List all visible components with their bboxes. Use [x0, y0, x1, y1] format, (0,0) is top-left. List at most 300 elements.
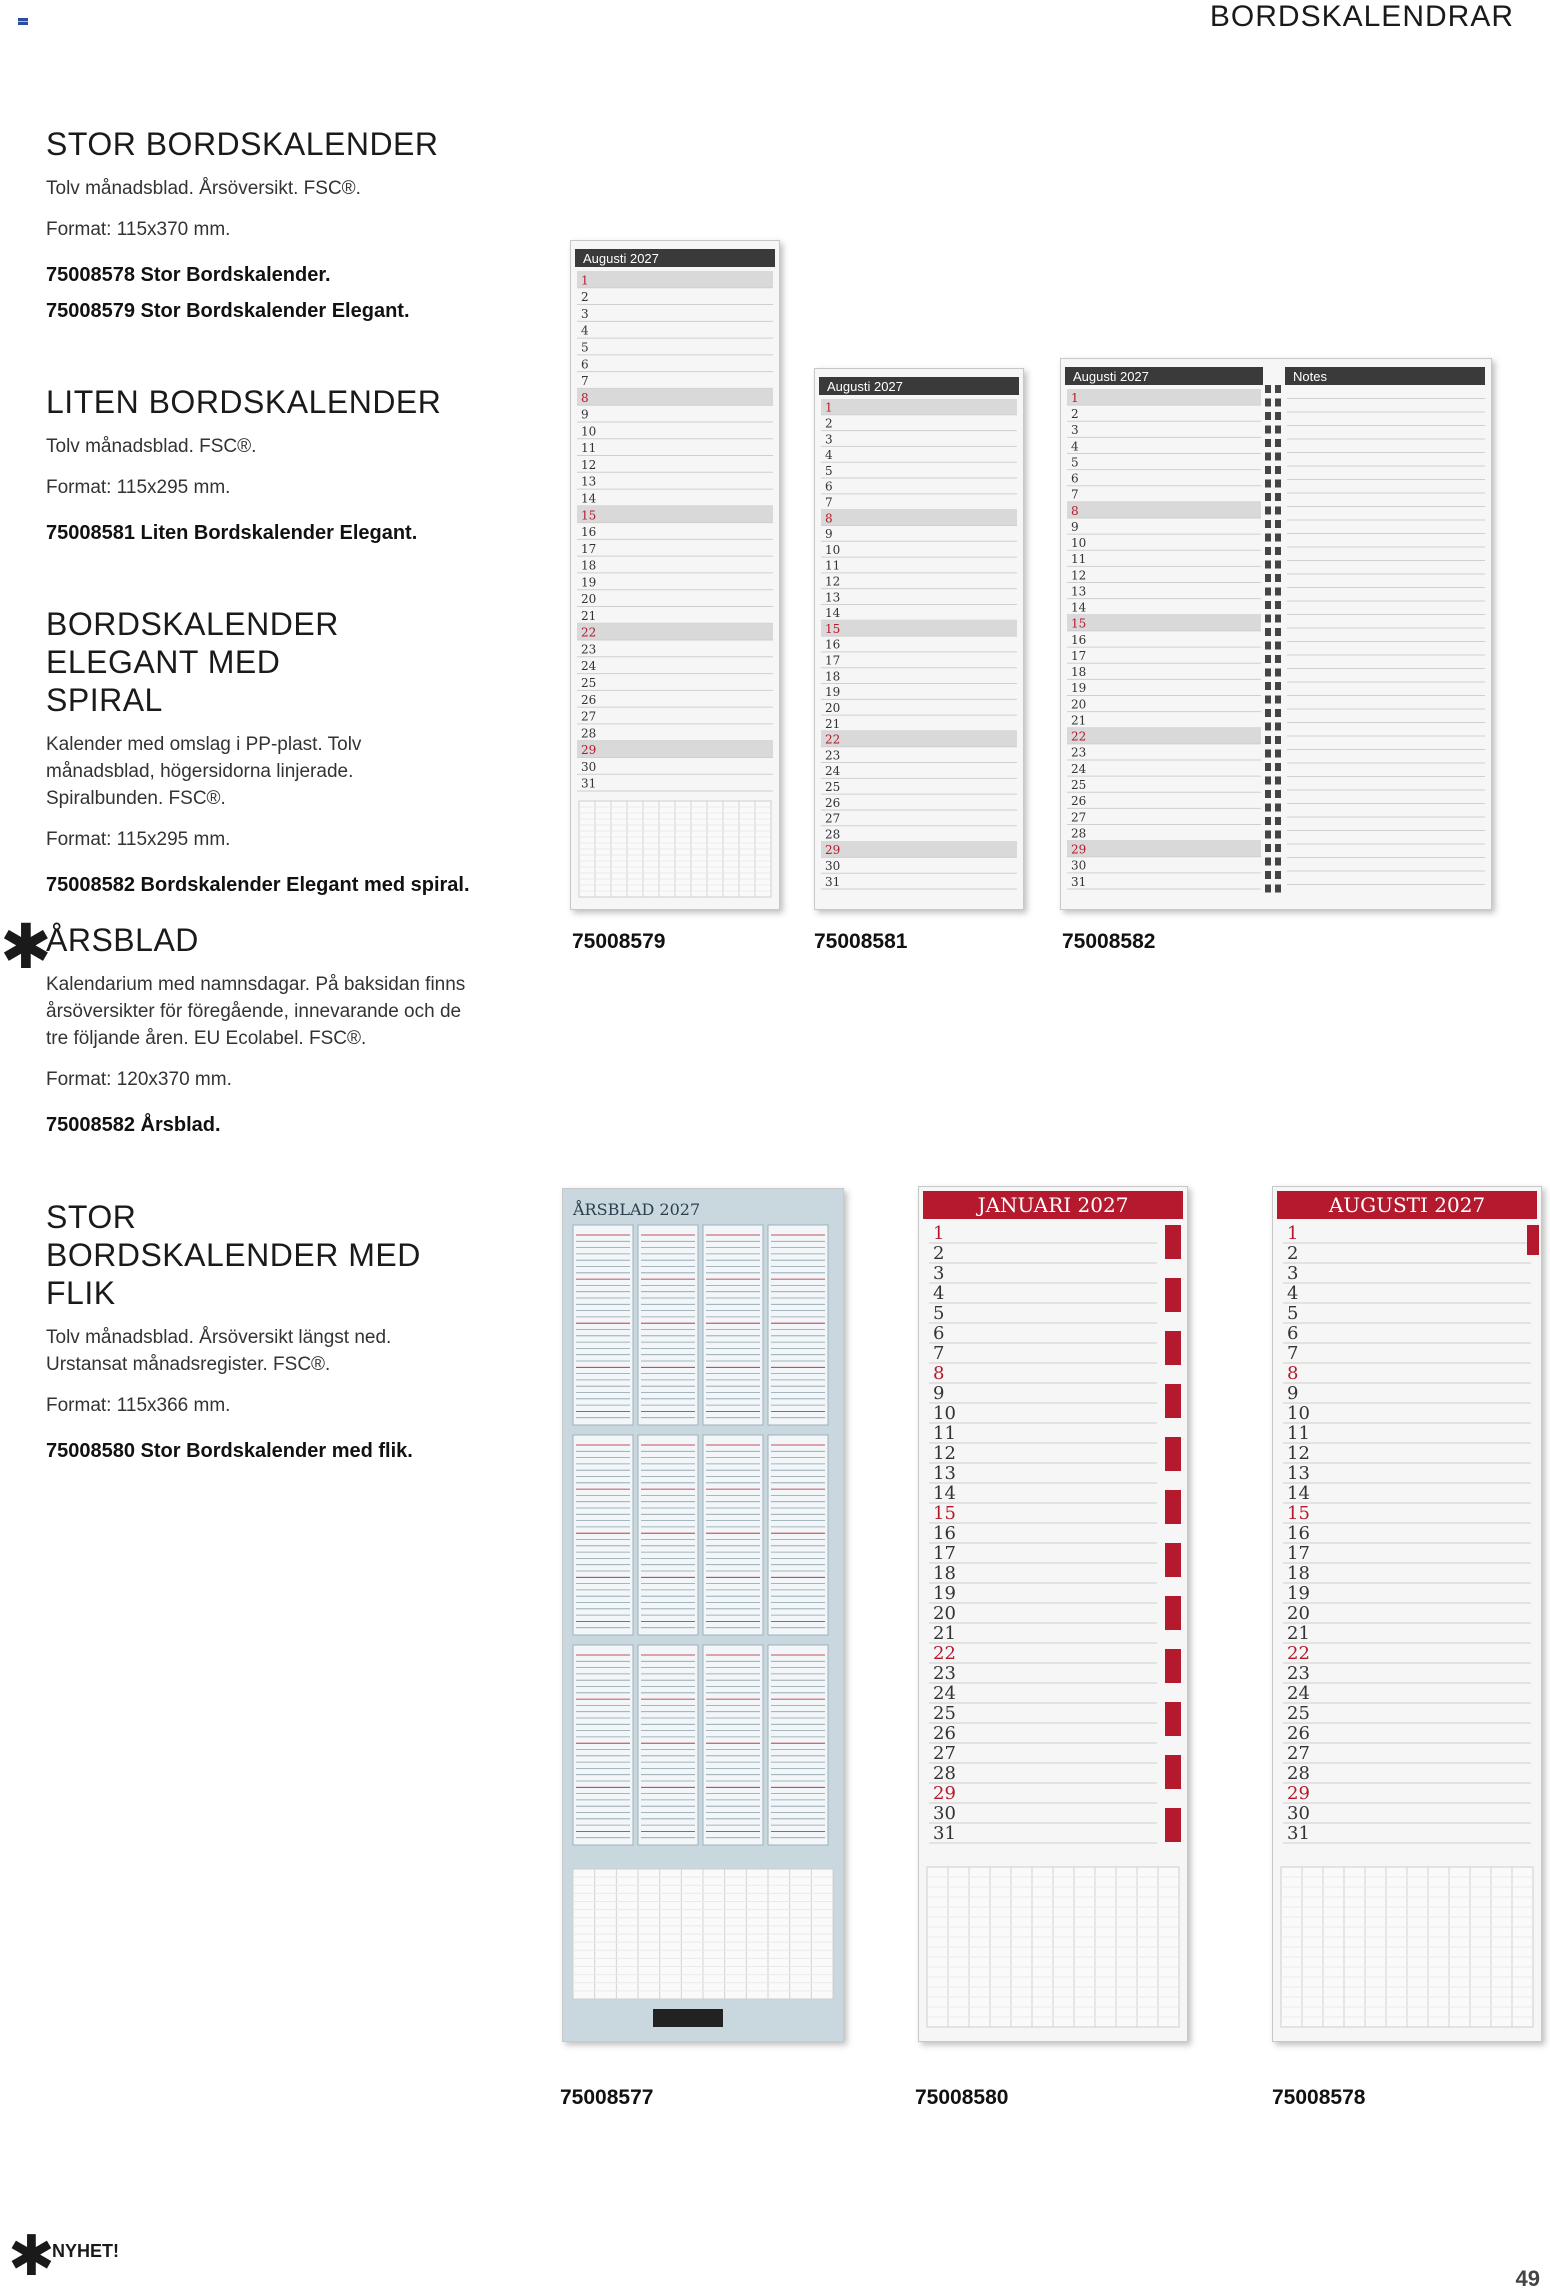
day-number: 20 — [581, 592, 597, 607]
day-number: 13 — [933, 1463, 956, 1484]
day-number: 24 — [1071, 761, 1087, 776]
day-number: 28 — [581, 726, 597, 741]
day-number: 4 — [1071, 439, 1079, 454]
spiral-ring — [1265, 385, 1271, 393]
sheet-title: ÅRSBLAD 2027 — [573, 1200, 701, 1219]
spiral-ring — [1275, 547, 1281, 555]
month-tab — [1165, 1808, 1181, 1842]
month-block — [768, 1225, 828, 1425]
day-number: 8 — [933, 1363, 945, 1384]
section-stor-bordskalender — [46, 125, 516, 329]
spiral-ring — [1265, 831, 1271, 839]
spiral-ring — [1275, 615, 1281, 623]
day-number: 2 — [581, 290, 589, 305]
day-number: 16 — [825, 637, 841, 652]
day-number: 7 — [1287, 1343, 1299, 1364]
day-number: 9 — [1071, 519, 1079, 534]
day-number: 11 — [581, 441, 597, 456]
day-number: 7 — [581, 374, 589, 389]
day-number: 27 — [1071, 810, 1087, 825]
spiral-ring — [1275, 385, 1281, 393]
spiral-ring — [1275, 763, 1281, 771]
day-number: 18 — [933, 1563, 956, 1584]
spiral-ring — [1275, 790, 1281, 798]
day-row-shade — [821, 731, 1017, 747]
month-title: Augusti 2027 — [1073, 369, 1149, 384]
spiral-ring — [1275, 399, 1281, 407]
day-number: 6 — [1287, 1323, 1299, 1344]
day-number: 4 — [581, 323, 589, 338]
spiral-ring — [1265, 547, 1271, 555]
spiral-ring — [1265, 885, 1271, 893]
day-number: 20 — [1287, 1603, 1310, 1624]
spiral-ring — [1265, 534, 1271, 542]
spiral-ring — [1275, 480, 1281, 488]
spiral-ring — [1275, 601, 1281, 609]
spiral-ring — [1275, 723, 1281, 731]
day-number: 31 — [581, 776, 597, 791]
spiral-ring — [1265, 682, 1271, 690]
day-number: 2 — [1287, 1243, 1299, 1264]
day-number: 26 — [1071, 794, 1087, 809]
day-number: 24 — [825, 764, 841, 779]
new-asterisk-icon: ✱ — [0, 913, 52, 982]
day-number: 18 — [825, 669, 841, 684]
day-number: 24 — [933, 1683, 956, 1704]
page-number: 49 — [1515, 2266, 1540, 2291]
image-caption: 75008580 — [915, 2086, 1009, 2109]
spiral-ring — [1265, 561, 1271, 569]
month-title: JANUARI 2027 — [977, 1193, 1129, 1217]
day-number: 15 — [1287, 1503, 1310, 1524]
spiral-ring — [1275, 858, 1281, 866]
day-number: 22 — [581, 625, 597, 640]
day-number: 19 — [581, 575, 597, 590]
month-tab — [1165, 1225, 1181, 1259]
day-row-shade — [1067, 502, 1261, 518]
day-number: 1 — [1071, 390, 1079, 405]
new-legend-label: NYHET! — [52, 2241, 119, 2261]
day-number: 3 — [1287, 1263, 1299, 1284]
day-number: 23 — [825, 748, 841, 763]
barcode — [653, 2009, 723, 2027]
day-number: 27 — [1287, 1743, 1310, 1764]
spiral-ring — [1265, 426, 1271, 434]
new-asterisk-icon: ✱ — [8, 2224, 55, 2287]
day-number: 6 — [1071, 471, 1079, 486]
sheet — [815, 369, 1023, 909]
day-number: 30 — [825, 859, 841, 874]
month-title: Augusti 2027 — [827, 379, 903, 394]
day-number: 20 — [933, 1603, 956, 1624]
day-number: 21 — [933, 1623, 956, 1644]
calendar-image-spiral — [1060, 358, 1492, 910]
description: Tolv månadsblad. Årsöversikt längst ned. Urstansat månadsregister. FSC®. — [46, 1327, 392, 1375]
spiral-ring — [1275, 736, 1281, 744]
spiral-ring — [1275, 520, 1281, 528]
month-block — [573, 1645, 633, 1845]
month-block — [703, 1435, 763, 1635]
day-number: 29 — [933, 1783, 956, 1804]
spiral-ring — [1265, 844, 1271, 852]
day-number: 19 — [1071, 681, 1087, 696]
day-number: 18 — [581, 558, 597, 573]
day-number: 12 — [933, 1443, 956, 1464]
day-number: 26 — [933, 1723, 956, 1744]
spiral-ring — [1275, 507, 1281, 515]
spiral-ring — [1275, 777, 1281, 785]
spiral-ring — [1265, 696, 1271, 704]
day-number: 16 — [1287, 1523, 1310, 1544]
day-number: 26 — [825, 795, 841, 810]
spiral-ring — [1265, 871, 1271, 879]
day-row-shade — [577, 271, 773, 288]
day-number: 25 — [581, 676, 597, 690]
day-number: 14 — [825, 606, 841, 621]
section-heading: BORDSKALENDER ELEGANT MED SPIRAL — [46, 606, 339, 718]
spiral-ring — [1275, 871, 1281, 879]
image-caption: 75008577 — [560, 2086, 654, 2109]
article-code: 75008579 Stor Bordskalender Elegant. — [46, 300, 410, 322]
day-number: 5 — [1071, 455, 1079, 470]
month-tab — [1165, 1755, 1181, 1789]
spiral-ring — [1275, 642, 1281, 650]
spiral-ring — [1265, 466, 1271, 474]
month-block — [638, 1645, 698, 1845]
day-number: 16 — [1071, 632, 1087, 647]
day-number: 16 — [933, 1523, 956, 1544]
day-number: 30 — [1071, 858, 1087, 873]
day-number: 28 — [933, 1763, 956, 1784]
spiral-ring — [1275, 696, 1281, 704]
day-number: 6 — [581, 357, 589, 372]
month-tab — [1165, 1437, 1181, 1471]
day-number: 31 — [933, 1823, 956, 1844]
spiral-ring — [1265, 412, 1271, 420]
day-number: 17 — [1287, 1543, 1310, 1564]
day-number: 5 — [825, 463, 833, 478]
month-block — [703, 1225, 763, 1425]
day-number: 26 — [581, 692, 597, 707]
article-code: 75008580 Stor Bordskalender med flik. — [46, 1440, 413, 1462]
month-block — [573, 1225, 633, 1425]
spiral-ring — [1265, 439, 1271, 447]
month-tab — [1165, 1384, 1181, 1418]
day-number: 6 — [825, 479, 833, 494]
day-number: 21 — [1071, 713, 1087, 728]
day-number: 8 — [1071, 503, 1079, 518]
day-number: 17 — [1071, 648, 1087, 663]
month-block — [638, 1435, 698, 1635]
day-number: 4 — [933, 1283, 945, 1304]
day-number: 18 — [1287, 1563, 1310, 1584]
spiral-ring — [1275, 885, 1281, 893]
spiral-ring — [1275, 817, 1281, 825]
day-number: 1 — [581, 273, 589, 288]
flag-icon — [18, 18, 28, 25]
spiral-ring — [1275, 426, 1281, 434]
spiral-ring — [1265, 669, 1271, 677]
day-number: 25 — [1071, 778, 1087, 792]
section-heading: STOR BORDSKALENDER — [46, 126, 439, 162]
month-block — [703, 1645, 763, 1845]
day-number: 19 — [825, 685, 841, 700]
spiral-ring — [1265, 777, 1271, 785]
spiral-ring — [1265, 493, 1271, 501]
section-arsblad — [0, 913, 516, 1143]
day-number: 29 — [1287, 1783, 1310, 1804]
month-block — [768, 1645, 828, 1845]
spiral-ring — [1265, 817, 1271, 825]
month-title: AUGUSTI 2027 — [1328, 1193, 1486, 1217]
day-number: 19 — [933, 1583, 956, 1604]
spiral-ring — [1275, 453, 1281, 461]
day-number: 3 — [581, 306, 589, 321]
spiral-ring — [1275, 534, 1281, 542]
day-number: 11 — [933, 1423, 956, 1444]
section-heading: LITEN BORDSKALENDER — [46, 384, 442, 420]
day-number: 31 — [825, 874, 841, 889]
section-heading: ÅRSBLAD — [46, 922, 199, 958]
day-number: 15 — [825, 621, 841, 636]
spiral-ring — [1265, 480, 1271, 488]
spiral-ring — [1265, 750, 1271, 758]
description: Kalendarium med namnsdagar. På baksidan finns årsöversikter för föregående, innevarande och de tre följande åren. EU Ecolabel. FSC®. — [46, 974, 466, 1049]
day-number: 24 — [1287, 1683, 1310, 1704]
spiral-ring — [1275, 831, 1281, 839]
day-number: 12 — [1071, 568, 1087, 583]
day-number: 22 — [1071, 729, 1087, 744]
day-number: 29 — [581, 743, 597, 758]
day-number: 27 — [825, 811, 841, 826]
day-number: 14 — [1071, 600, 1087, 615]
day-row-shade — [821, 620, 1017, 636]
day-number: 10 — [825, 542, 841, 557]
day-number: 27 — [933, 1743, 956, 1764]
month-tab — [1165, 1278, 1181, 1312]
spiral-ring — [1275, 804, 1281, 812]
day-number: 8 — [1287, 1363, 1299, 1384]
day-number: 31 — [1287, 1823, 1310, 1844]
month-tab — [1165, 1543, 1181, 1577]
spiral-ring — [1265, 763, 1271, 771]
image-caption: 75008578 — [1272, 2086, 1366, 2109]
day-number: 8 — [581, 390, 589, 405]
day-number: 28 — [825, 827, 841, 842]
format: Format: 115x366 mm. — [46, 1395, 231, 1416]
day-number: 10 — [933, 1403, 956, 1424]
section-stor-med-flik — [46, 1198, 516, 1469]
image-caption: 75008579 — [572, 930, 666, 953]
day-number: 28 — [1071, 826, 1087, 841]
description: Tolv månadsblad. Årsöversikt. FSC®. — [46, 178, 361, 199]
day-number: 25 — [933, 1703, 956, 1724]
notes-title: Notes — [1293, 369, 1327, 384]
day-number: 15 — [581, 508, 597, 523]
day-number: 13 — [1071, 584, 1087, 599]
day-number: 14 — [1287, 1483, 1310, 1504]
day-row-shade — [577, 741, 773, 758]
day-number: 17 — [933, 1543, 956, 1564]
spiral-ring — [1265, 399, 1271, 407]
month-tab — [1165, 1649, 1181, 1683]
article-code: 75008582 Årsblad. — [46, 1114, 221, 1136]
spiral-ring — [1265, 574, 1271, 582]
day-number: 10 — [1287, 1403, 1310, 1424]
day-number: 31 — [1071, 874, 1087, 889]
spiral-ring — [1275, 844, 1281, 852]
page-title: BORDSKALENDRAR — [1209, 0, 1514, 33]
day-number: 9 — [581, 407, 589, 422]
format: Format: 115x295 mm. — [46, 477, 231, 498]
day-number: 12 — [825, 574, 841, 589]
spiral-ring — [1265, 858, 1271, 866]
day-number: 5 — [1287, 1303, 1299, 1324]
day-number: 25 — [825, 780, 841, 794]
day-number: 9 — [1287, 1383, 1299, 1404]
spiral-ring — [1275, 669, 1281, 677]
month-block — [638, 1225, 698, 1425]
spiral-ring — [1265, 628, 1271, 636]
section-bordskalender-spiral — [46, 605, 516, 903]
day-row-shade — [821, 399, 1017, 415]
spiral-ring — [1275, 588, 1281, 596]
day-number: 1 — [933, 1223, 945, 1244]
day-number: 26 — [1287, 1723, 1310, 1744]
day-number: 27 — [581, 709, 597, 724]
day-row-shade — [1067, 389, 1261, 405]
day-row-shade — [1067, 728, 1261, 744]
description: Kalender med omslag i PP-plast. Tolv månadsblad, högersidorna linjerade. Spiralbunden. FSC®. — [46, 734, 362, 809]
day-row-shade — [1067, 841, 1261, 857]
day-row-shade — [821, 510, 1017, 526]
section-heading: STOR BORDSKALENDER MED FLIK — [46, 1199, 421, 1311]
format: Format: 115x295 mm. — [46, 829, 231, 850]
day-number: 4 — [825, 448, 833, 463]
image-caption: 75008582 — [1062, 930, 1156, 953]
calendar-image-stor-elegant — [570, 240, 780, 910]
spiral-ring — [1265, 520, 1271, 528]
spiral-ring — [1265, 588, 1271, 596]
day-number: 25 — [1287, 1703, 1310, 1724]
day-number: 30 — [933, 1803, 956, 1824]
spiral-ring — [1265, 642, 1271, 650]
month-block — [768, 1435, 828, 1635]
day-number: 13 — [1287, 1463, 1310, 1484]
day-number: 22 — [825, 732, 841, 747]
day-number: 2 — [933, 1243, 945, 1264]
spiral-ring — [1275, 709, 1281, 717]
calendar-image-flik — [918, 1186, 1188, 2042]
day-number: 2 — [1071, 407, 1079, 422]
day-number: 30 — [581, 759, 597, 774]
day-number: 13 — [825, 590, 841, 605]
spiral-ring — [1275, 750, 1281, 758]
day-number: 20 — [1071, 697, 1087, 712]
day-number: 2 — [825, 416, 833, 431]
month-title: Augusti 2027 — [583, 251, 659, 266]
day-number: 30 — [1287, 1803, 1310, 1824]
day-row-shade — [821, 842, 1017, 858]
day-number: 23 — [1071, 745, 1087, 760]
format: Format: 120x370 mm. — [46, 1069, 232, 1090]
spiral-ring — [1275, 439, 1281, 447]
description: Tolv månadsblad. FSC®. — [46, 436, 257, 457]
spiral-ring — [1275, 682, 1281, 690]
day-row-shade — [577, 623, 773, 640]
month-tab — [1527, 1225, 1539, 1255]
calendar-image-stor — [1272, 1186, 1542, 2042]
day-number: 10 — [581, 424, 597, 439]
month-tab — [1165, 1702, 1181, 1736]
day-number: 7 — [1071, 487, 1079, 502]
section-liten-bordskalender — [46, 383, 516, 551]
day-row-shade — [577, 506, 773, 523]
day-number: 10 — [1071, 536, 1087, 551]
day-number: 11 — [1287, 1423, 1310, 1444]
spiral-ring — [1265, 709, 1271, 717]
article-code: 75008582 Bordskalender Elegant med spiral. — [46, 874, 470, 896]
day-number: 9 — [933, 1383, 945, 1404]
image-caption: 75008581 — [814, 930, 908, 953]
spiral-ring — [1275, 493, 1281, 501]
spiral-ring — [1275, 561, 1281, 569]
day-number: 1 — [825, 400, 833, 415]
day-number: 9 — [825, 527, 833, 542]
day-number: 14 — [581, 491, 597, 506]
article-code: 75008581 Liten Bordskalender Elegant. — [46, 522, 418, 544]
day-number: 11 — [1071, 552, 1087, 567]
day-number: 8 — [825, 511, 833, 526]
day-number: 1 — [1287, 1223, 1299, 1244]
day-number: 21 — [1287, 1623, 1310, 1644]
day-number: 12 — [1287, 1443, 1310, 1464]
spiral-ring — [1275, 574, 1281, 582]
day-number: 29 — [1071, 842, 1087, 857]
day-number: 18 — [1071, 665, 1087, 680]
day-number: 21 — [581, 608, 597, 623]
day-number: 3 — [933, 1263, 945, 1284]
day-number: 22 — [1287, 1643, 1310, 1664]
day-number: 23 — [581, 642, 597, 657]
spiral-ring — [1275, 655, 1281, 663]
spiral-ring — [1265, 655, 1271, 663]
day-row-shade — [1067, 615, 1261, 631]
format: Format: 115x370 mm. — [46, 219, 231, 240]
day-number: 11 — [825, 558, 841, 573]
spiral-ring — [1265, 804, 1271, 812]
day-number: 21 — [825, 716, 841, 731]
day-number: 15 — [1071, 616, 1087, 631]
day-number: 17 — [581, 541, 597, 556]
month-block — [573, 1435, 633, 1635]
month-tab — [1165, 1331, 1181, 1365]
month-tab — [1165, 1596, 1181, 1630]
month-tab — [1165, 1490, 1181, 1524]
day-row-shade — [577, 388, 773, 405]
spiral-ring — [1265, 723, 1271, 731]
day-number: 12 — [581, 457, 597, 472]
day-number: 5 — [581, 340, 589, 355]
day-number: 17 — [825, 653, 841, 668]
calendar-image-arsblad — [562, 1188, 844, 2042]
day-number: 7 — [825, 495, 833, 510]
day-number: 6 — [933, 1323, 945, 1344]
spiral-ring — [1265, 790, 1271, 798]
day-number: 15 — [933, 1503, 956, 1524]
day-number: 19 — [1287, 1583, 1310, 1604]
day-number: 23 — [1287, 1663, 1310, 1684]
